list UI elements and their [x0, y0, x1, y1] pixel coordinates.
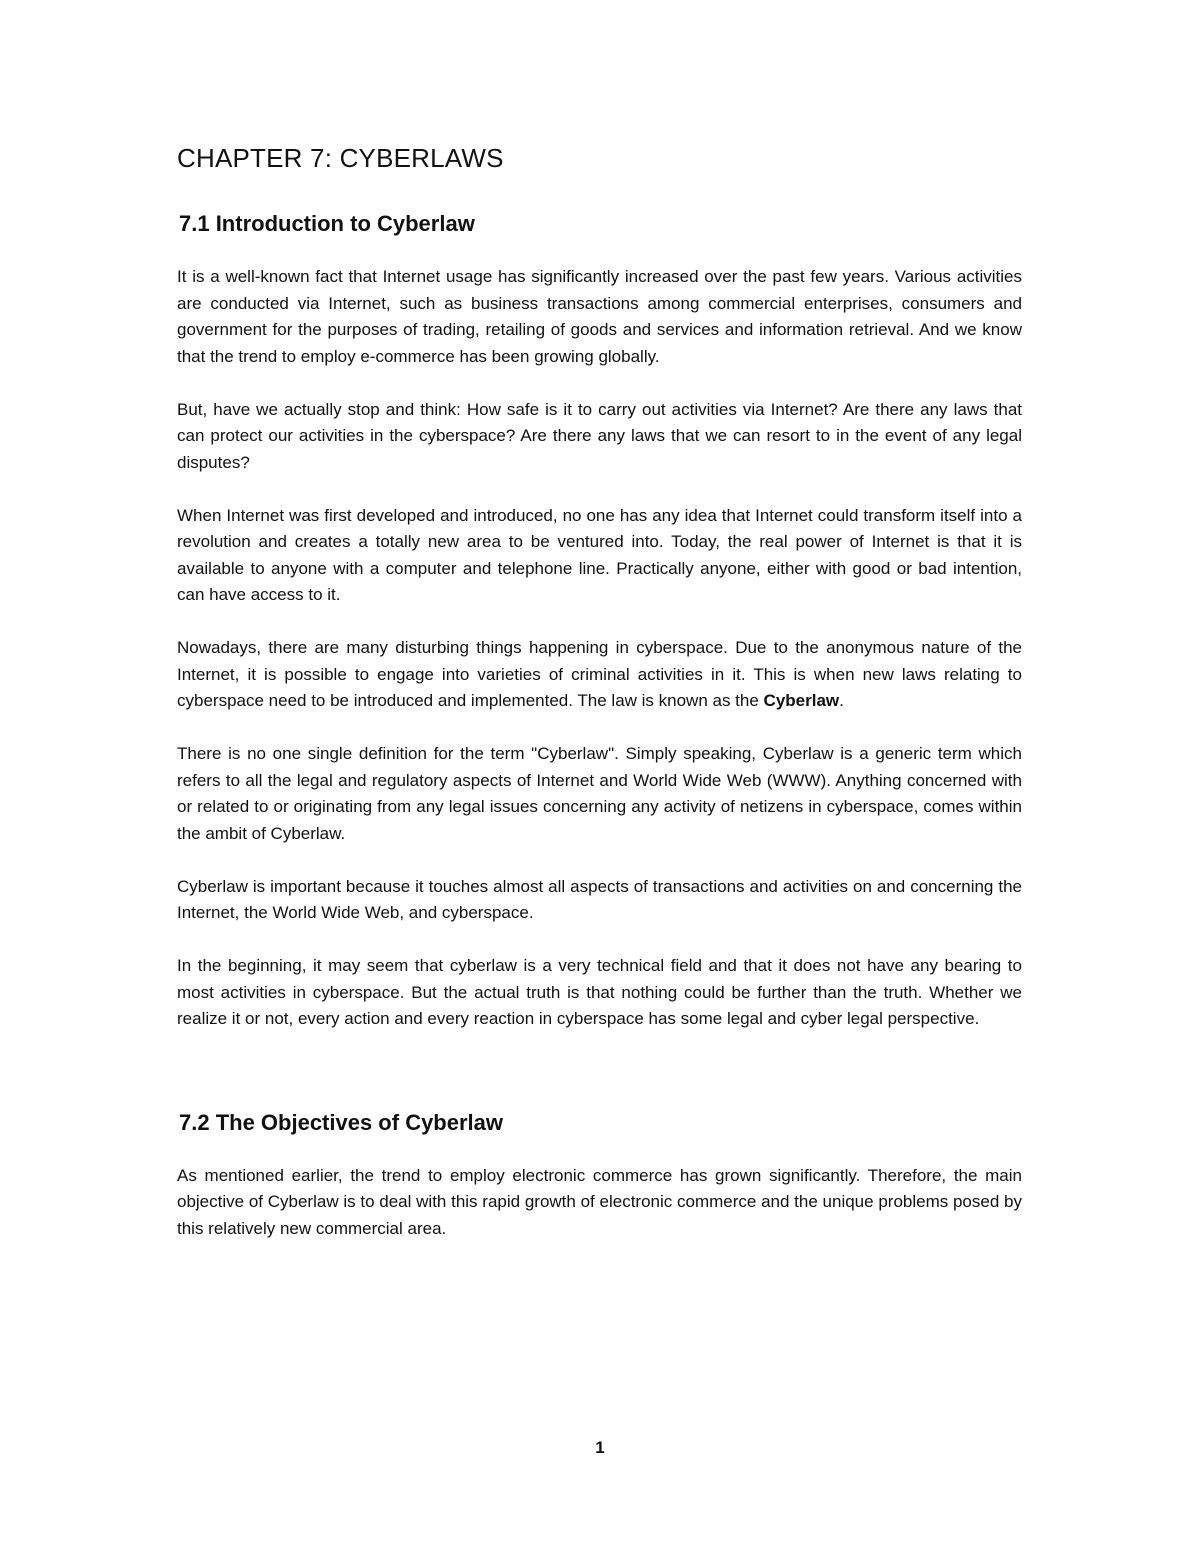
- paragraph: There is no one single definition for the term "Cyberlaw". Simply speaking, Cyberlaw is a generic term which refers to all the legal and regulatory aspects of Internet and World Wide Web (WWW). Anything concerned with or related to or originating from any legal issues concerning any activity of netizens in cyberspace, comes within the ambit of Cyberlaw.: [177, 744, 1022, 843]
- bold-term: Cyberlaw: [763, 691, 840, 710]
- paragraph: [177, 635, 1022, 715]
- paragraph-text: Nowadays, there are many disturbing things happening in cyberspace. Due to the anonymous nature of the Internet, it is possible to engage into varieties of criminal activities in it. This is when new laws relating to cyberspace need to be introduced and implemented. The law is known as the: [177, 638, 1022, 710]
- paragraph: It is a well-known fact that Internet usage has significantly increased over the past few years. Various activities are conducted via Internet, such as business transactions among commercial enterprises, consumers and government for the purposes of trading, retailing of goods and services and information retrieval. And we know that the trend to employ e-commerce has been growing globally.: [177, 267, 1022, 366]
- paragraph: As mentioned earlier, the trend to employ electronic commerce has grown significantly. Therefore, the main objective of Cyberlaw is to deal with this rapid growth of electronic commerce and the unique problems posed by this relatively new commercial area.: [177, 1165, 1022, 1238]
- paragraph: But, have we actually stop and think: How safe is it to carry out activities via Internet? Are there any laws that can protect our activities in the cyberspace? Are there any laws that we can resort to in the event of any legal disputes?: [177, 399, 1022, 472]
- paragraph: In the beginning, it may seem that cyberlaw is a very technical field and that it does not have any bearing to most activities in cyberspace. But the actual truth is that nothing could be further than the truth. Whether we realize it or not, every action and every reaction in cyberspace has some legal and cyber legal perspective.: [177, 956, 1022, 1028]
- paragraph: Cyberlaw is important because it touches almost all aspects of transactions and activities on and concerning the Internet, the World Wide Web, and cyberspace.: [177, 876, 1022, 922]
- section-heading-intro: 7.1 Introduction to Cyberlaw: [179, 211, 475, 236]
- chapter-title: CHAPTER 7: CYBERLAWS: [177, 143, 504, 173]
- section-heading-objectives: 7.2 The Objectives of Cyberlaw: [179, 1109, 504, 1135]
- paragraph-text-end: .: [839, 691, 844, 710]
- page-content: [177, 142, 1022, 1269]
- paragraph: When Internet was first developed and introduced, no one has any idea that Internet could transform itself into a revolution and creates a totally new area to be ventured into. Today, the real power of Internet is that it is available to anyone with a computer and telephone line. Practically anyone, either with good or bad intention, can have access to it.: [177, 505, 1022, 604]
- page-number: 1: [595, 1438, 605, 1457]
